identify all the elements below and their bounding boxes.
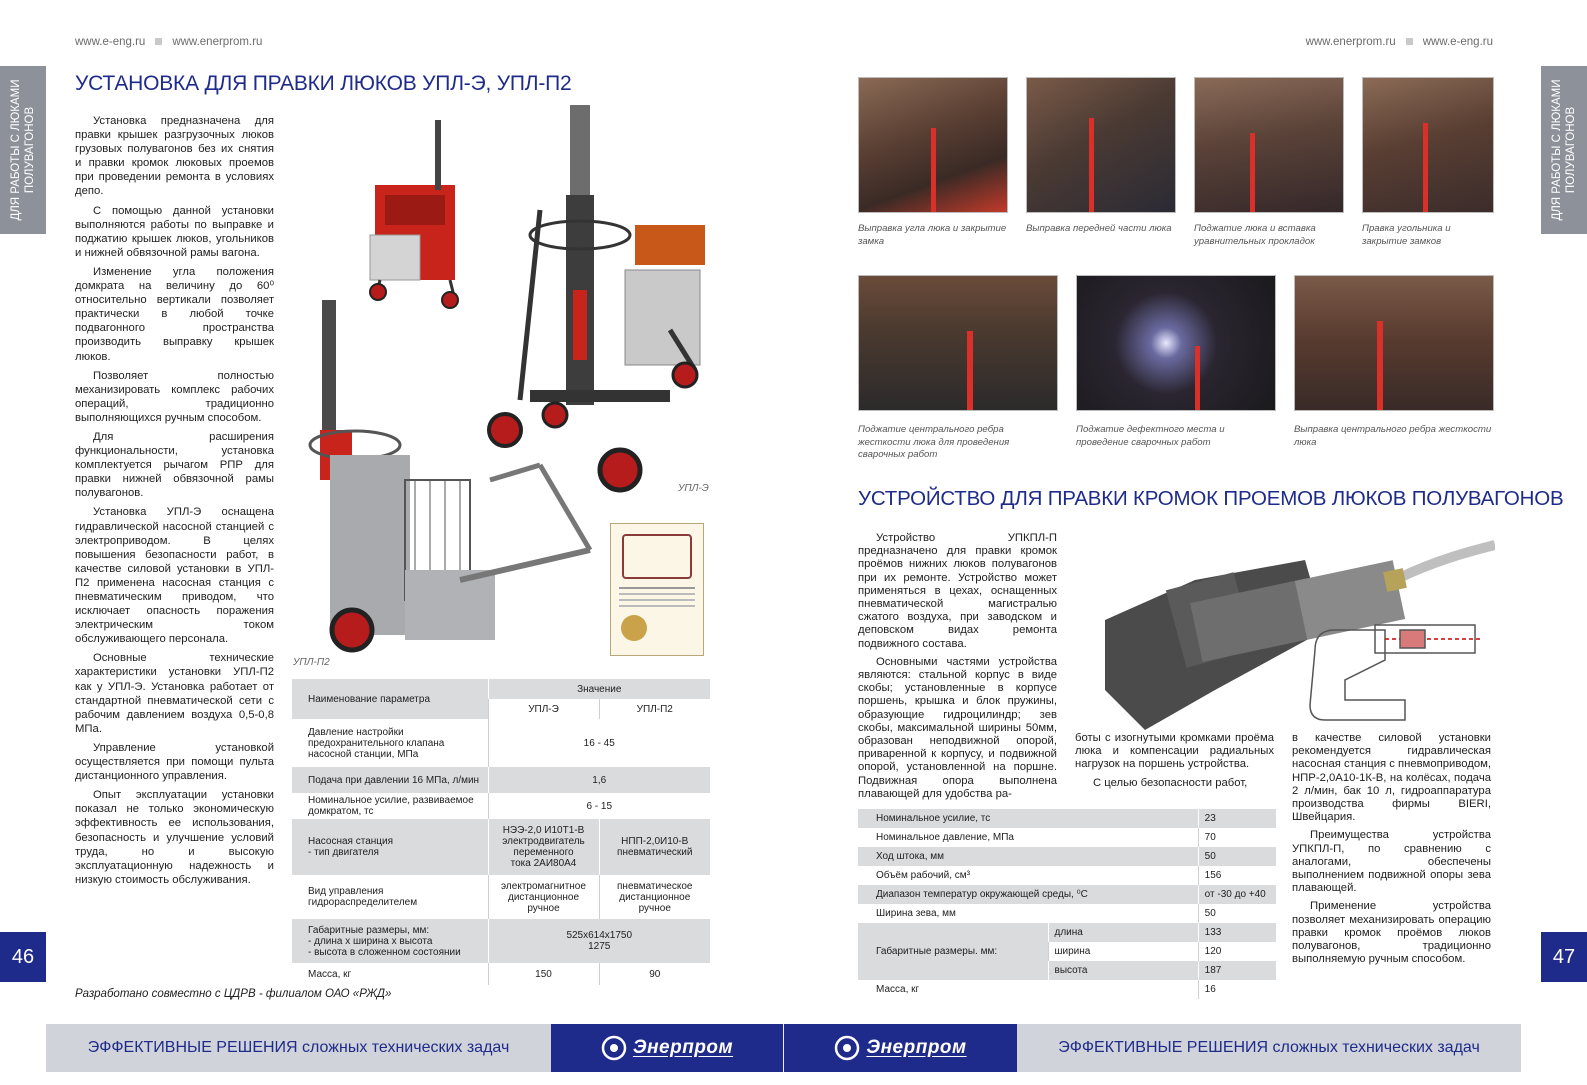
- photo-caption: Поджатие люка и вставка уравнительных прокладок: [1194, 223, 1316, 247]
- side-tab-right: [1541, 66, 1587, 234]
- table-row: [858, 885, 1276, 904]
- table-cell-name: Диапазон температур окружающей среды, ⁰С: [858, 885, 1198, 904]
- pump-station-image: [370, 120, 458, 308]
- logo-wordmark: Энерпром: [632, 1037, 734, 1058]
- table-cell-name: Насосная станция - тип двигателя: [292, 819, 488, 875]
- page-title-right: УСТРОЙСТВО ДЛЯ ПРАВКИ КРОМОК ПРОЕМОВ ЛЮКОВ ПОЛУВАГОНОВ: [858, 487, 1564, 510]
- header-urls-right: [1306, 36, 1493, 48]
- table-header-value: Значение: [488, 679, 710, 699]
- table-header-row: [292, 679, 710, 699]
- table-cell-value: 525х614х1750 1275: [488, 919, 710, 963]
- photo-4: [1362, 77, 1494, 213]
- table-cell-subname: длина: [1048, 923, 1198, 942]
- url-e-eng-link[interactable]: www.e-eng.ru: [1422, 36, 1493, 48]
- table-cell-name: Масса, кг: [858, 980, 1198, 999]
- table-cell-value: пневматическое дистанционное ручное: [599, 875, 710, 919]
- paragraph: Установка предназначена для правки крышек разгрузочных люков грузовых полувагонов без их снятия и правки кромок люковых проемов при проведении ремонта в условиях депо.: [75, 115, 274, 198]
- table-cell-value: 90: [599, 963, 710, 985]
- table-cell-value: 16 - 45: [488, 719, 710, 767]
- table-row: [858, 904, 1276, 923]
- table-cell-value: 133: [1198, 923, 1276, 942]
- table-cell-name: Номинальное давление, МПа: [858, 828, 1198, 847]
- footer-logo-right[interactable]: [784, 1024, 1017, 1072]
- label-uple: УПЛ-Э: [678, 483, 709, 494]
- upkpl-spec-table: [858, 809, 1276, 999]
- table-cell-name: Номинальное усилие, тс: [858, 809, 1198, 828]
- header-urls-left: [75, 36, 262, 48]
- photo-3: [1194, 77, 1344, 213]
- table-cell-name: Объём рабочий, см³: [858, 866, 1198, 885]
- paragraph: Установка УПЛ-Э оснащена гидравлической насосной станцией с электроприводом. В целях повышения безопасности работ, в качестве силовой установки в УПЛ-П2 применена насосная станция с пневматическим приводом, что исключает опасность поражения электрическим током обслуживающего персонала.: [75, 506, 274, 646]
- table-row: [858, 828, 1276, 847]
- table-header-uplp2: УПЛ-П2: [599, 699, 710, 719]
- table-cell-name: Габаритные размеры, мм: - длина х ширина х высота - высота в сложенном состоянии: [292, 919, 488, 963]
- photo-caption: Поджатие дефектного места и проведение сварочных работ: [1076, 424, 1225, 448]
- photo-caption: Выправка центрального ребра жесткости люка: [1294, 424, 1492, 448]
- side-tab-left: [0, 66, 46, 234]
- upl-p2-image: [310, 300, 590, 650]
- table-header-uple: УПЛ-Э: [488, 699, 599, 719]
- development-note: Разработано совместно с ЦДРВ - филиалом ОАО «РЖД»: [75, 988, 392, 1000]
- table-cell-value: НЭЭ-2,0 И10Т1-В электродвигатель переменного тока 2АИ80А4: [488, 819, 599, 875]
- upl-spec-table: [292, 679, 710, 985]
- photo-1: [858, 77, 1008, 213]
- footer-slogan-left: [46, 1024, 551, 1072]
- footer-slogan-rest: сложных технических задач: [297, 1039, 510, 1056]
- url-e-eng-link[interactable]: www.e-eng.ru: [75, 36, 146, 48]
- paragraph: Применение устройства позволяет механизировать операцию правки кромок проёмов люков полувагонов, традиционно выполняемую ручным способом.: [1292, 900, 1491, 966]
- footer-logo-left[interactable]: [551, 1024, 783, 1072]
- enerprom-logo-icon: [601, 1035, 627, 1061]
- table-cell-name: Габаритные размеры. мм:: [858, 923, 1048, 980]
- page-number-right: 47: [1541, 932, 1587, 982]
- footer-slogan-rest: сложных технических задач: [1268, 1039, 1480, 1056]
- page-number-left: 46: [0, 932, 46, 982]
- table-cell-value: 1,6: [488, 767, 710, 793]
- upl-e-image: [489, 105, 705, 490]
- paragraph: Преимущества устройства УПКПЛ-П, по сравнению с аналогами, обеспечены выполнением подвижной опоры зева плавающей.: [1292, 829, 1491, 895]
- table-row: [292, 719, 710, 767]
- right-body-col1: [858, 532, 1057, 806]
- table-cell-value: 50: [1198, 904, 1276, 923]
- table-cell-value: 23: [1198, 809, 1276, 828]
- table-row: [858, 847, 1276, 866]
- patent-certificate-image: [610, 523, 704, 656]
- paragraph: Позволяет полностью механизировать комплекс рабочих операций, традиционно выполняющихся ручным способом.: [75, 369, 274, 424]
- table-cell-value: 150: [488, 963, 599, 985]
- table-header-param: Наименование параметра: [292, 679, 488, 719]
- logo-wordmark: Энерпром: [866, 1037, 967, 1058]
- table-cell-subname: высота: [1048, 961, 1198, 980]
- footer-slogan-caps: ЭФФЕКТИВНЫЕ РЕШЕНИЯ: [1058, 1039, 1269, 1056]
- table-row: [292, 875, 710, 919]
- upkpl-device-illustration: [1085, 540, 1495, 735]
- paragraph: С целью безопасности работ,: [1093, 776, 1248, 789]
- photo-6: [1076, 275, 1276, 411]
- table-cell-value: 187: [1198, 961, 1276, 980]
- device-schematic-drawing: [1310, 625, 1480, 720]
- paragraph: в качестве силовой установки рекомендуется гидравлическая насосная станция с пневмоприводом, НПР-2,0А10-1К-В, на колёсах, подача 2 л/мин, бак 10 л, гидроаппаратура производства фирмы BIERI, Швейцария.: [1292, 732, 1492, 824]
- paragraph: Устройство УПКПЛ-П предназначено для правки кромок проёмов нижних люков полувагонов при их ремонте. Устройство может применяться в цехах, оснащенных пневматической магистралью сжатого воздуха, при заводском и деповском видах ремонта подвижного состава.: [858, 532, 1057, 650]
- table-row: [858, 866, 1276, 885]
- label-uplp2: УПЛ-П2: [293, 657, 330, 668]
- url-enerprom-link[interactable]: www.enerprom.ru: [172, 36, 263, 48]
- table-cell-value: 156: [1198, 866, 1276, 885]
- table-row: [858, 923, 1276, 942]
- table-cell-name: Ширина зева, мм: [858, 904, 1198, 923]
- table-cell-value: 16: [1198, 980, 1276, 999]
- paragraph: Основные технические характеристики установки УПЛ-П2 как у УПЛ-Э. Установка работает от стандартной пневматической сети с рабочим давлением воздуха 0,5-0,8 МПа.: [75, 652, 274, 735]
- side-tab-label: ДЛЯ РАБОТЫ С ЛЮКАМИ ПОЛУВАГОНОВ: [10, 79, 36, 221]
- paragraph: боты с изогнутыми кромками проёма люка и компенсации радиальных нагрузок на поршень устройства.: [1075, 732, 1274, 771]
- table-cell-name: Вид управления гидрораспределителем: [292, 875, 488, 919]
- paragraph: Для расширения функциональности, установка комплектуется рычагом РПР для правки нижней обвязочной рамы полувагонов.: [75, 430, 274, 500]
- paragraph: Управление установкой осуществляется при помощи пульта дистанционного управления.: [75, 741, 274, 783]
- table-row: [292, 819, 710, 875]
- photo-caption: Выправка угла люка и закрытие замка: [858, 223, 1007, 247]
- page-title-left: УСТАНОВКА ДЛЯ ПРАВКИ ЛЮКОВ УПЛ-Э, УПЛ-П2: [75, 72, 572, 95]
- table-cell-name: Масса, кг: [292, 963, 488, 985]
- table-row: [858, 809, 1276, 828]
- left-body-text: [75, 114, 274, 892]
- table-cell-value: 6 - 15: [488, 793, 710, 819]
- right-body-col2: [1075, 732, 1274, 795]
- photo-7: [1294, 275, 1494, 411]
- enerprom-logo-icon: [834, 1035, 860, 1061]
- photo-caption: Правка угольника и закрытие замков: [1362, 223, 1451, 247]
- side-tab-label: ДЛЯ РАБОТЫ С ЛЮКАМИ ПОЛУВАГОНОВ: [1551, 79, 1577, 221]
- table-cell-value: 50: [1198, 847, 1276, 866]
- table-cell-value: 70: [1198, 828, 1276, 847]
- table-cell-name: Ход штока, мм: [858, 847, 1198, 866]
- table-row: [292, 793, 710, 819]
- separator-square-icon: [1406, 38, 1413, 45]
- table-cell-value: 120: [1198, 942, 1276, 961]
- separator-square-icon: [155, 38, 162, 45]
- photo-5: [858, 275, 1058, 411]
- photo-caption: Выправка передней части люка: [1026, 223, 1172, 234]
- table-cell-value: от -30 до +40: [1198, 885, 1276, 904]
- paragraph: Изменение угла положения домкрата на величину до 60⁰ относительно вертикали позволяет практически в любой точке подвагонного пространства производить выправку крышек люков.: [75, 265, 274, 363]
- url-enerprom-link[interactable]: www.enerprom.ru: [1305, 36, 1396, 48]
- table-cell-name: Номинальное усилие, развиваемое домкратом, тс: [292, 793, 488, 819]
- footer-slogan-caps: ЭФФЕКТИВНЫЕ РЕШЕНИЯ: [87, 1039, 298, 1056]
- table-row: [292, 767, 710, 793]
- paragraph: Основными частями устройства являются: стальной корпус в виде скобы; установленные в корпусе поршень, крышка и блок пружины, образующие гидроцилиндр; зев скобы, максимальной ширины 50мм, образован неподвижной опорой, приваренной к корпусу, и подвижной опорой, установленной на поршне. Подвижная опора выполнена плавающей для удобства ра-: [858, 655, 1057, 800]
- footer-slogan-right: [1017, 1024, 1521, 1072]
- table-cell-name: Подача при давлении 16 МПа, л/мин: [292, 767, 488, 793]
- paragraph: Опыт эксплуатации установки показал не только экономическую эффективность ее использования, безопасность и улучшение условий труда, но и высокую эксплуатационную надежность и низкую стоимость обслуживания.: [75, 789, 274, 886]
- upkpl-device-image: [1105, 545, 1495, 730]
- table-cell-subname: ширина: [1048, 942, 1198, 961]
- table-row: [292, 963, 710, 985]
- table-row: [858, 980, 1276, 999]
- table-cell-value: электромагнитное дистанционное ручное: [488, 875, 599, 919]
- table-row: [292, 919, 710, 963]
- table-cell-value: НПП-2,0И10-В пневматический: [599, 819, 710, 875]
- photo-2: [1026, 77, 1176, 213]
- right-body-col3: [1292, 732, 1491, 971]
- photo-caption: Поджатие центрального ребра жесткости люка для проведения сварочных работ: [858, 424, 1010, 460]
- table-cell-name: Давление настройки предохранительного клапана насосной станции, МПа: [292, 719, 488, 767]
- paragraph: С помощью данной установки выполняются работы по выправке и поджатию крышек люков, угольников и нижней обвязочной рамы вагона.: [75, 204, 274, 259]
